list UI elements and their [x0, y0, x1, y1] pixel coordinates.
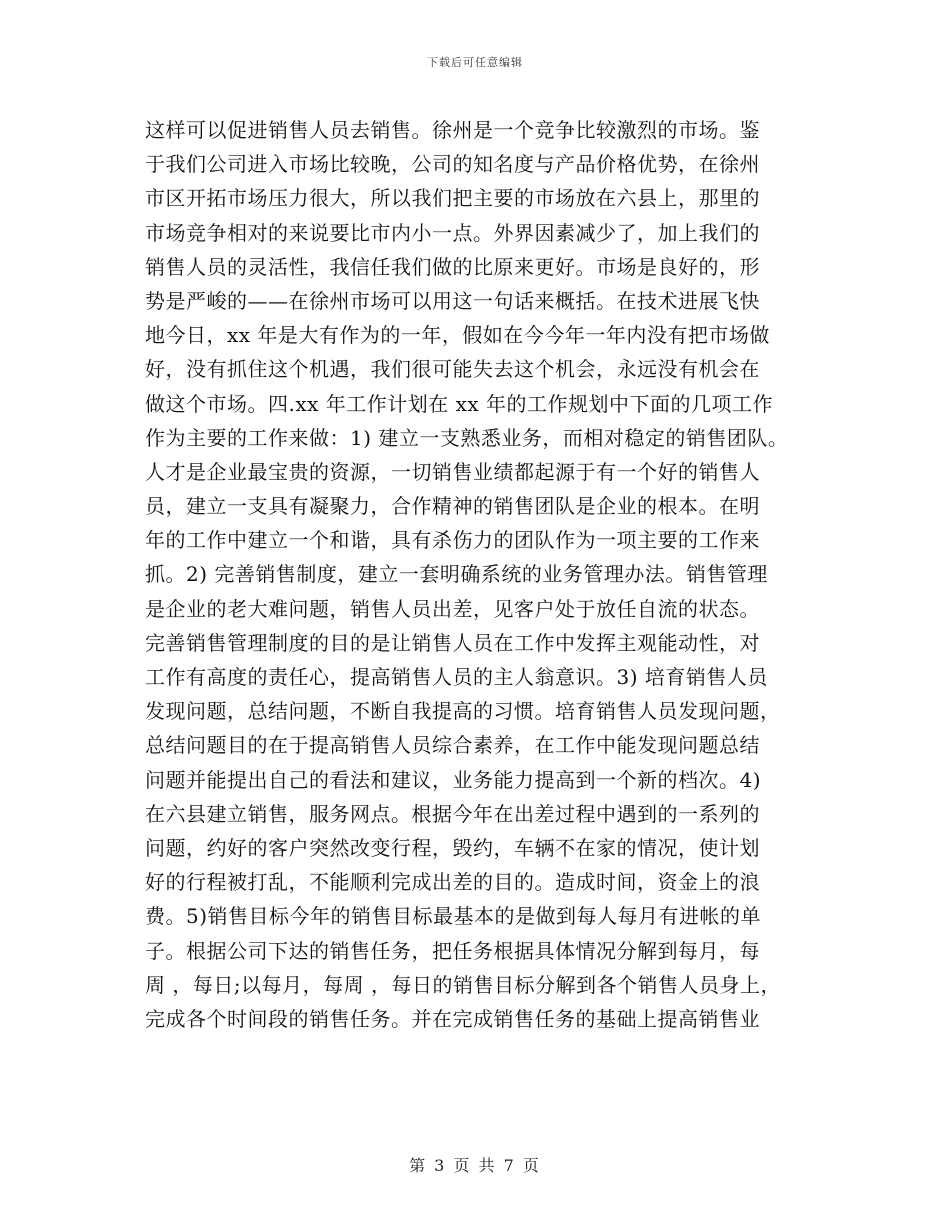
page-number: 第 3 页 共 7 页: [409, 1156, 541, 1175]
text-line: 问题，约好的客户突然改变行程，毁约，车辆不在家的情况，使计划: [145, 835, 760, 860]
text-line: 销售人员的灵活性，我信任我们做的比原来更好。市场是良好的，形: [145, 254, 760, 279]
text-line: 工作有高度的责任心，提高销售人员的主人翁意识。3) 培育销售人员: [145, 665, 768, 689]
text-line: 总结问题目的在于提高销售人员综合素养，在工作中能发现问题总结: [145, 733, 760, 758]
text-line: 是企业的老大难问题，销售人员出差，见客户处于放任自流的状态。: [145, 596, 760, 621]
body-text: [145, 113, 815, 1036]
page-header: 下载后可任意编辑: [427, 56, 523, 69]
text-line: 作为主要的工作来做：1) 建立一支熟悉业务，而相对稳定的销售团队。: [145, 425, 789, 450]
text-line: 市场竞争相对的来说要比市内小一点。外界因素减少了，加上我们的: [145, 220, 760, 245]
text-line: 地今日，xx 年是大有作为的一年，假如在今今年一年内没有把市场做: [145, 323, 770, 348]
text-line: 抓。2) 完善销售制度，建立一套明确系统的业务管理办法。销售管理: [145, 562, 768, 587]
text-line: 势是严峻的——在徐州市场可以用这一句话来概括。在技术进展飞快: [145, 288, 760, 313]
text-line: 在六县建立销售，服务网点。根据今年在出差过程中遇到的一系列的: [145, 801, 760, 826]
text-line: 于我们公司进入市场比较晚，公司的知名度与产品价格优势，在徐州: [145, 152, 760, 177]
text-line: 年的工作中建立一个和谐，具有杀伤力的团队作为一项主要的工作来: [145, 528, 760, 553]
text-line: 市区开拓市场压力很大，所以我们把主要的市场放在六县上，那里的: [145, 186, 760, 211]
text-line: 发现问题，总结问题，不断自我提高的习惯。培育销售人员发现问题，: [145, 699, 781, 724]
text-line: 周 ，每日;以每月，每周 ，每日的销售目标分解到各个销售人员身上，: [145, 972, 781, 997]
text-line: 费。5)销售目标今年的销售目标最基本的是做到每人每月有进帐的单: [145, 904, 762, 929]
text-line: 人才是企业最宝贵的资源，一切销售业绩都起源于有一个好的销售人: [145, 459, 760, 484]
text-line: 完善销售管理制度的目的是让销售人员在工作中发挥主观能动性，对: [145, 630, 760, 655]
text-line: 子。根据公司下达的销售任务，把任务根据具体情况分解到每月，每: [145, 938, 760, 963]
text-line: 员，建立一支具有凝聚力，合作精神的销售团队是企业的根本。在明: [145, 494, 760, 519]
text-line: 问题并能提出自己的看法和建议，业务能力提高到一个新的档次。4): [145, 767, 762, 792]
text-line: 好的行程被打乱，不能顺利完成出差的目的。造成时间，资金上的浪: [145, 870, 760, 895]
text-line: 完成各个时间段的销售任务。并在完成销售任务的基础上提高销售业: [145, 1006, 760, 1031]
text-line: 这样可以促进销售人员去销售。徐州是一个竞争比较激烈的市场。鉴: [145, 118, 760, 142]
text-line: 做这个市场。四.xx 年工作计划在 xx 年的工作规划中下面的几项工作: [145, 391, 774, 416]
text-line: 好，没有抓住这个机遇，我们很可能失去这个机会，永远没有机会在: [145, 357, 760, 382]
